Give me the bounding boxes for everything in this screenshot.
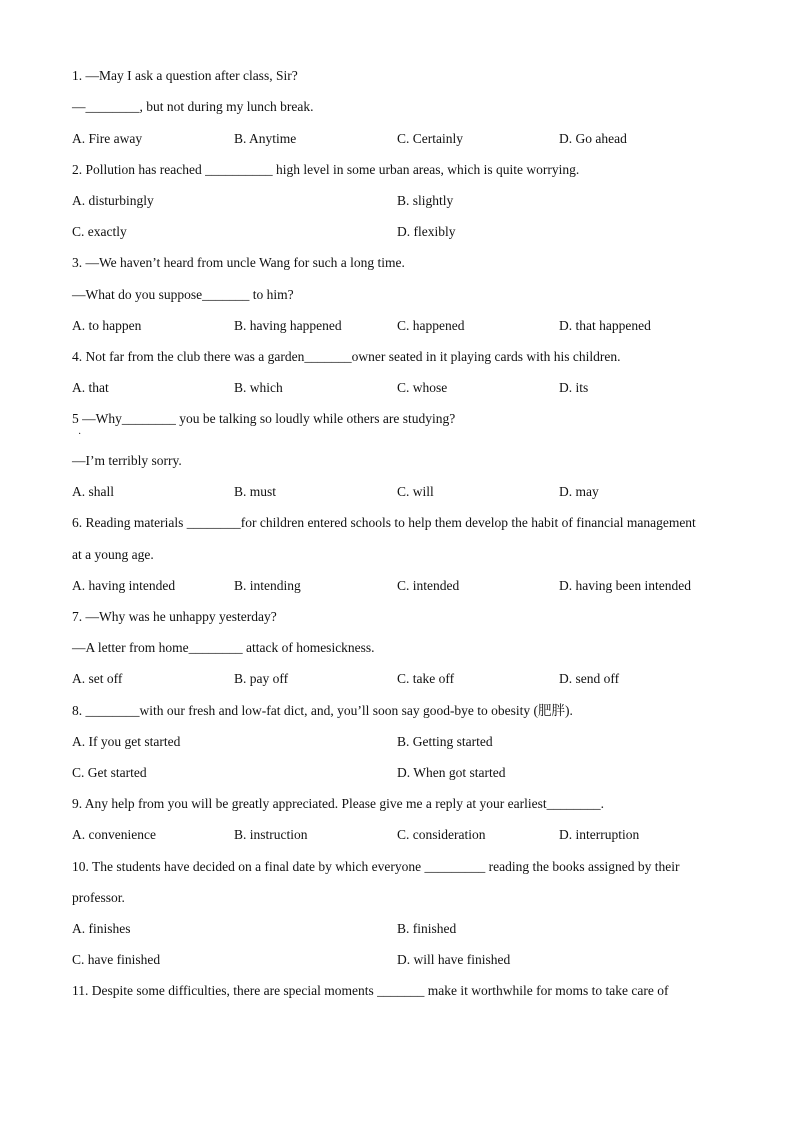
- option-b[interactable]: B. finished: [397, 921, 457, 936]
- question-2-stem-line-1: 2. Pollution has reached __________ high level in some urban areas, which is quite worrying.: [72, 162, 580, 177]
- question-7-stem-line-1: 7. —Why was he unhappy yesterday?: [72, 609, 277, 624]
- option-b[interactable]: B. slightly: [397, 193, 454, 208]
- option-d[interactable]: D. When got started: [397, 765, 506, 780]
- option-c[interactable]: C. have finished: [72, 952, 161, 967]
- question-8-stem-line-1: 8. ________with our fresh and low-fat dict, and, you’ll soon say good-bye to obesity (肥胖).: [72, 703, 573, 718]
- option-d[interactable]: D. Go ahead: [559, 131, 627, 146]
- option-b[interactable]: B. Anytime: [234, 131, 297, 146]
- option-b[interactable]: B. having happened: [234, 318, 342, 333]
- option-d[interactable]: D. send off: [559, 671, 620, 686]
- option-a[interactable]: A. finishes: [72, 921, 131, 936]
- option-c[interactable]: C. Get started: [72, 765, 147, 780]
- option-d[interactable]: D. flexibly: [397, 224, 456, 239]
- option-a[interactable]: A. that: [72, 380, 109, 395]
- option-d[interactable]: D. having been intended: [559, 578, 691, 593]
- option-d[interactable]: D. will have finished: [397, 952, 511, 967]
- question-4-stem-line-1: 4. Not far from the club there was a garden_______owner seated in it playing cards with his children.: [72, 349, 621, 364]
- option-d[interactable]: D. interruption: [559, 827, 640, 842]
- question-5-stem-line-2: —I’m terribly sorry.: [72, 453, 182, 468]
- question-3-stem-line-2: —What do you suppose_______ to him?: [72, 287, 294, 302]
- question-1-stem-line-2: —________, but not during my lunch break.: [72, 99, 314, 114]
- stray-dot-mark: ·: [78, 429, 82, 440]
- option-c[interactable]: C. happened: [397, 318, 465, 333]
- option-a[interactable]: A. If you get started: [72, 734, 181, 749]
- option-a[interactable]: A. convenience: [72, 827, 156, 842]
- option-a[interactable]: A. shall: [72, 484, 114, 499]
- option-a[interactable]: A. disturbingly: [72, 193, 154, 208]
- question-3-stem-line-1: 3. —We haven’t heard from uncle Wang for such a long time.: [72, 255, 405, 270]
- question-7-stem-line-2: —A letter from home________ attack of homesickness.: [72, 640, 375, 655]
- option-c[interactable]: C. intended: [397, 578, 460, 593]
- option-b[interactable]: B. instruction: [234, 827, 308, 842]
- option-d[interactable]: D. that happened: [559, 318, 651, 333]
- question-1-stem-line-1: 1. —May I ask a question after class, Sir?: [72, 68, 298, 83]
- option-b[interactable]: B. which: [234, 380, 283, 395]
- question-10-stem-line-2: professor.: [72, 890, 125, 905]
- option-a[interactable]: A. having intended: [72, 578, 176, 593]
- option-c[interactable]: C. exactly: [72, 224, 127, 239]
- question-10-stem-line-1: 10. The students have decided on a final date by which everyone _________ reading the books assigned by their: [72, 859, 680, 874]
- option-c[interactable]: C. will: [397, 484, 434, 499]
- option-a[interactable]: A. set off: [72, 671, 123, 686]
- option-c[interactable]: C. whose: [397, 380, 448, 395]
- question-9-stem-line-1: 9. Any help from you will be greatly appreciated. Please give me a reply at your earliest________.: [72, 796, 604, 811]
- option-a[interactable]: A. Fire away: [72, 131, 143, 146]
- option-b[interactable]: B. intending: [234, 578, 301, 593]
- option-c[interactable]: C. Certainly: [397, 131, 463, 146]
- question-6-stem-line-1: 6. Reading materials ________for children entered schools to help them develop the habit of financial management: [72, 515, 696, 530]
- option-b[interactable]: B. Getting started: [397, 734, 493, 749]
- question-11-stem-line-1: 11. Despite some difficulties, there are special moments _______ make it worthwhile for moms to take care of: [72, 983, 669, 998]
- option-b[interactable]: B. pay off: [234, 671, 289, 686]
- option-c[interactable]: C. take off: [397, 671, 455, 686]
- option-a[interactable]: A. to happen: [72, 318, 142, 333]
- question-6-stem-line-2: at a young age.: [72, 547, 154, 562]
- option-d[interactable]: D. its: [559, 380, 589, 395]
- option-b[interactable]: B. must: [234, 484, 277, 499]
- question-5-stem-line-1: 5 —Why________ you be talking so loudly while others are studying?: [72, 411, 456, 426]
- option-c[interactable]: C. consideration: [397, 827, 486, 842]
- option-d[interactable]: D. may: [559, 484, 599, 499]
